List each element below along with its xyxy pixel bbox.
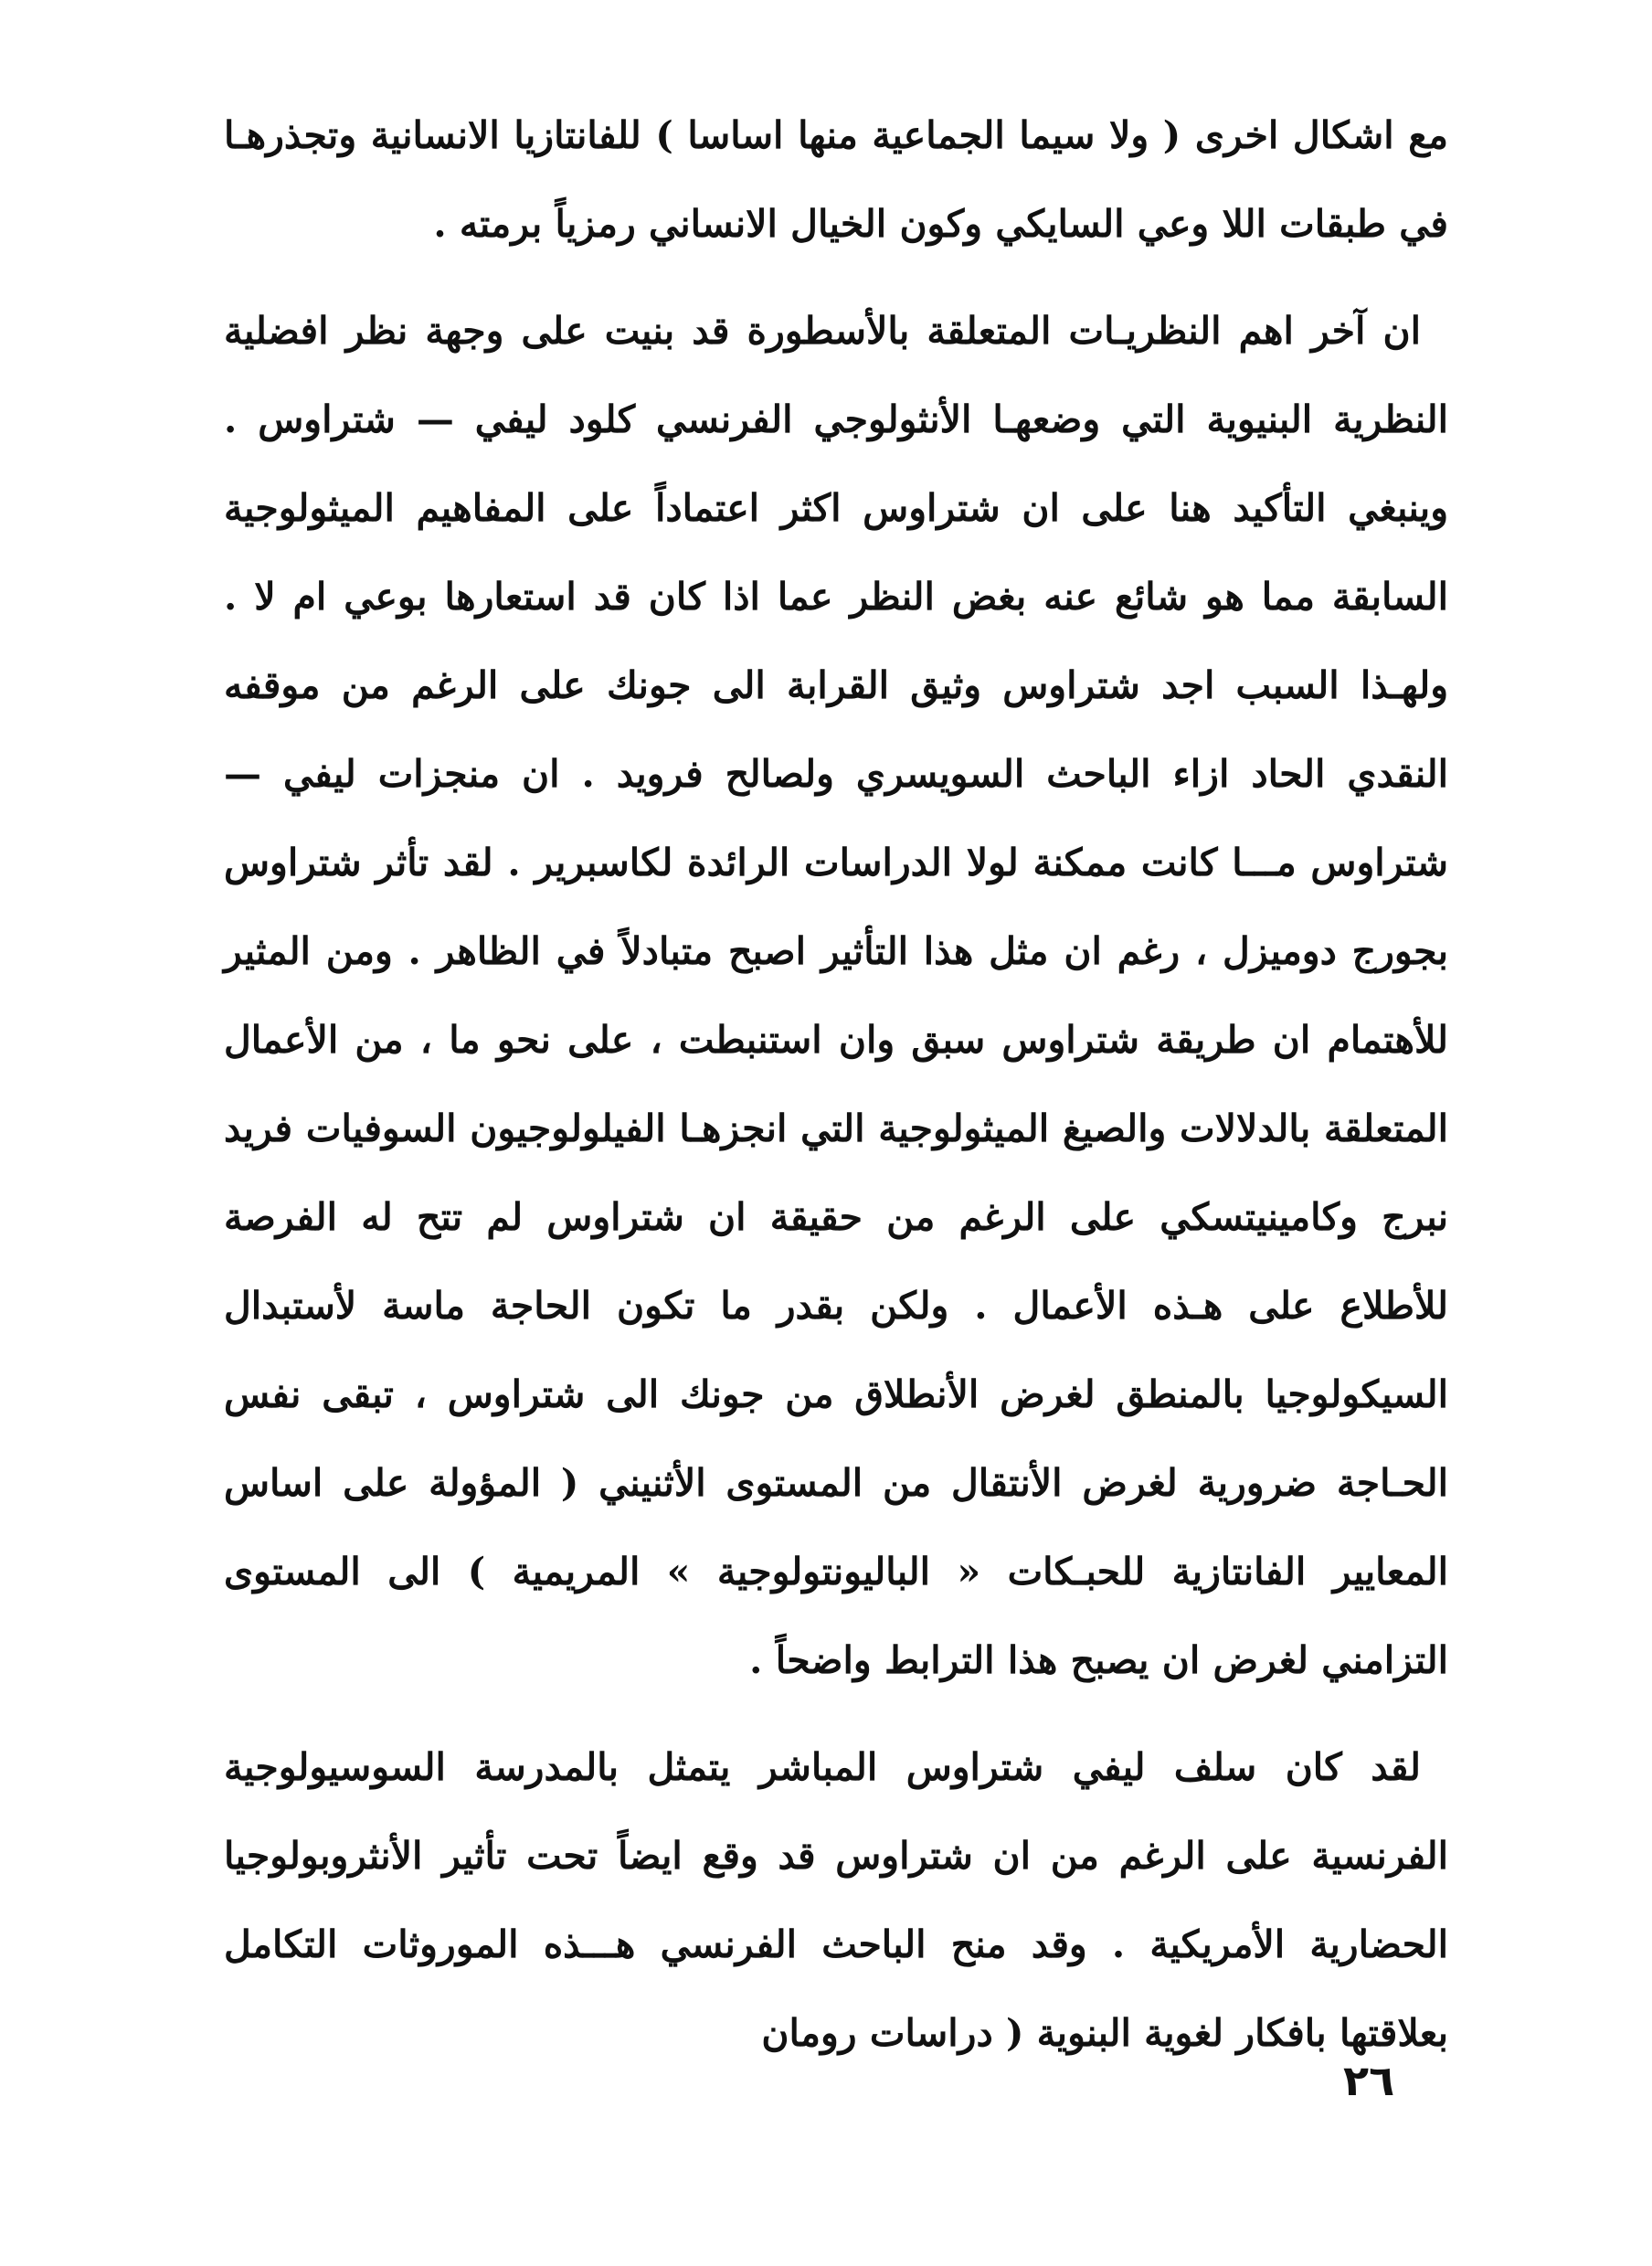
paragraph-3: لقد كان سلف ليفي شتراوس المباشر يتمثل بالمدرسة السوسيولوجية الفرنسية على الرغم من ان شتراوس قد وقع ايضاً تحت تأثير الأنثروبولوجيا الحضارية الأمريكية . وقد منح الباحث الفرنسي هـــذه الموروثات التكامل بعلاقتها بافكار لغوية البنوية ( دراسات رومان: [224, 1745, 1448, 2055]
paragraph-1: مع اشكال اخرى ( ولا سيما الجماعية منها اساسا ) للفانتازيا الانسانية وتجذرهـا في طبقات اللا وعي السايكي وكون الخيال الانساني رمزياً برمته .: [224, 113, 1448, 246]
document-page: [224, 91, 1448, 2175]
page-number: ٢٦: [1343, 2056, 1395, 2105]
paragraph-2: ان آخر اهم النظريـات المتعلقة بالأسطورة قد بنيت على وجهة نظر افضلية النظرية البنيوية التي وضعهـا الأنثولوجي الفرنسي كلود ليفي — شتراوس . وينبغي التأكيد هنا على ان شتراوس اكثر اعتماداً على المفاهيم الميثولوجية السابقة مما هو شائع عنه بغض النظر عما اذا كان قد استعارها بوعي ام لا . ولهـذا السبب اجد شتراوس وثيق القرابة الى جونك على الرغم من موقفه النقدي الحاد ازاء الباحث السويسري ولصالح فرويد . ان منجزات ليفي — شتراوس مـــا كانت ممكنة لولا الدراسات الرائدة لكاسبرير . لقد تأثر شتراوس بجورج دوميزل ، رغم ان مثل هذا التأثير اصبح متبادلاً في الظاهر . ومن المثير للأهتمام ان طريقة شتراوس سبق وان استنبطت ، على نحو ما ، من الأعمال المتعلقة بالدلالات والصيغ الميثولوجية التي انجزهـا الفيلولوجيون السوفيات فريد نبرج وكامينيتسكي على الرغم من حقيقة ان شتراوس لم تتح له الفرصة للأطلاع على هـذه الأعمال . ولكن بقدر ما تكون الحاجة ماسة لأستبدال السيكولوجيا بالمنطق لغرض الأنطلاق من جونك الى شتراوس ، تبقى نفس الحـاجة ضرورية لغرض الأنتقال من المستوى الأثنيني ( المؤولة على اساس المعايير الفانتازية للحبـكات « الباليونتولوجية » المريمية ) الى المستوى التزامني لغرض ان يصبح هذا الترابط واضحاً .: [224, 309, 1448, 1682]
